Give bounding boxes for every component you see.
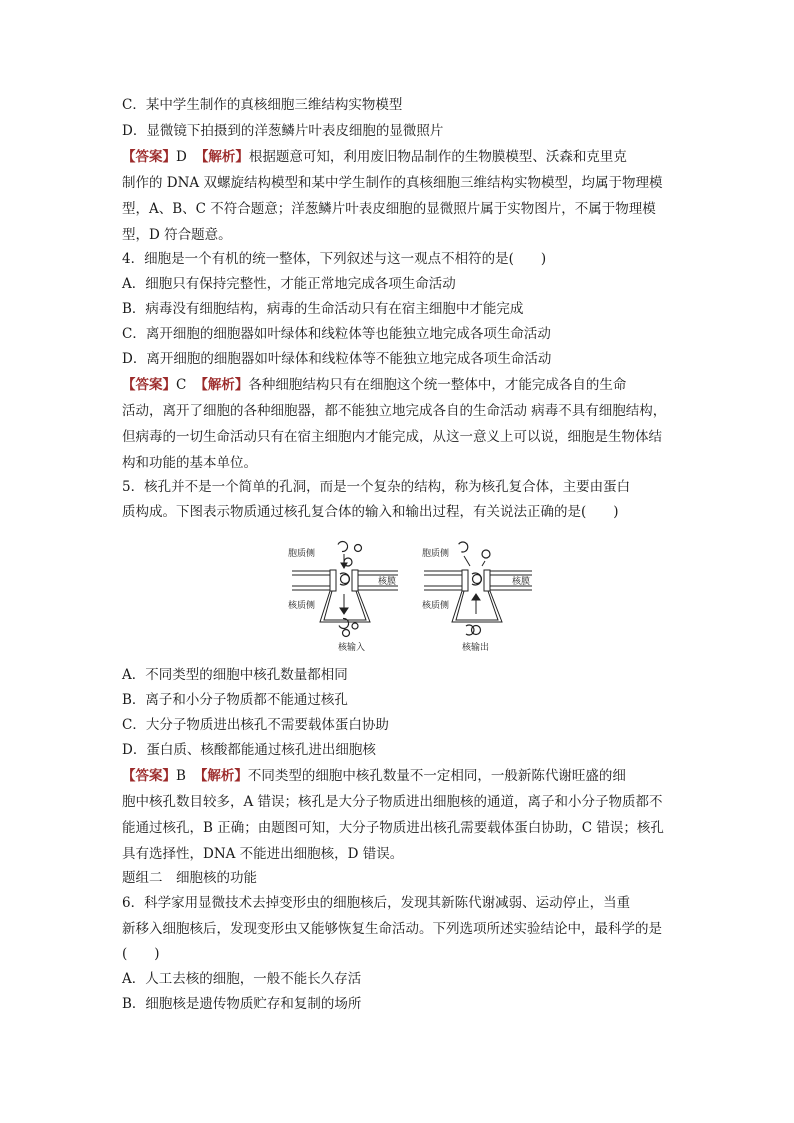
q3-analysis-line3: 型，A、B、C 不符合题意；洋葱鳞片叶表皮细胞的显微照片属于实物图片，不属于物理模: [122, 201, 656, 217]
q4-option-c: C．离开细胞的细胞器如叶绿体和线粒体等也能独立地完成各项生命活动: [122, 326, 551, 342]
question-group-heading: 题组二 细胞核的功能: [122, 870, 257, 886]
q3-option-d: D．显微镜下拍摄到的洋葱鳞片叶表皮细胞的显微照片: [122, 123, 444, 139]
nuclear-pore-figure: [280, 534, 540, 656]
analysis-tag: 【解析】: [194, 149, 249, 165]
q5-answer-line1: [122, 767, 682, 785]
q6-option-a: A．人工去核的细胞，一般不能长久存活: [122, 971, 362, 987]
import-panel: [288, 540, 398, 653]
answer-value: C: [176, 377, 187, 393]
q4-option-a: A．细胞只有保持完整性，才能正常地完成各项生命活动: [122, 276, 456, 292]
cytoplasm-side-label: 胞质侧: [288, 549, 316, 559]
analysis-text: 各种细胞结构只有在细胞这个统一整体中，才能完成各自的生命: [248, 377, 627, 393]
answer-tag: 【答案】: [122, 149, 176, 165]
q5-option-c: C．大分子物质进出核孔不需要载体蛋白协助: [122, 717, 389, 733]
q5-analysis-line2: 胞中核孔数目较多，A 错误；核孔是大分子物质进出细胞核的通道，离子和小分子物质都不: [122, 794, 663, 810]
q6-stem-line2: 新移入细胞核后，发现变形虫又能够恢复生命活动。下列选项所述实验结论中，最科学的是: [122, 921, 662, 937]
q5-stem-line2: 质构成。下图表示物质通过核孔复合体的输入和输出过程，有关说法正确的是( ): [122, 504, 619, 520]
q4-option-b: B．病毒没有细胞结构，病毒的生命活动只有在宿主细胞中才能完成: [122, 301, 524, 317]
q5-option-a: A．不同类型的细胞中核孔数量都相同: [122, 667, 348, 683]
analysis-tag: 【解析】: [194, 377, 249, 393]
answer-value: B: [176, 768, 186, 784]
export-panel: [422, 541, 532, 653]
q4-analysis-line4: 构和功能的基本单位。: [122, 455, 257, 471]
q5-analysis-line3: 能通过核孔，B 正确；由题图可知，大分子物质进出核孔需要载体蛋白协助，C 错误；核孔: [122, 820, 664, 836]
analysis-text: 不同类型的细胞中核孔数量不一定相同，一般新陈代谢旺盛的细: [247, 768, 626, 784]
export-caption: 核输出: [462, 643, 490, 653]
q6-stem-line3: ( ): [122, 946, 160, 962]
nucleoplasm-side-label: 核质侧: [422, 601, 450, 611]
q4-analysis-line2: 活动，离开了细胞的各种细胞器，都不能独立地完成各自的生命活动 病毒不具有细胞结构，: [122, 403, 667, 419]
q5-stem-line1: 5．核孔并不是一个简单的孔洞，而是一个复杂的结构，称为核孔复合体，主要由蛋白: [122, 479, 631, 495]
q5-option-b: B．离子和小分子物质都不能通过核孔: [122, 692, 348, 708]
q5-analysis-line4: 具有选择性，DNA 不能进出细胞核，D 错误。: [122, 846, 404, 862]
q4-analysis-line3: 但病毒的一切生命活动只有在宿主细胞内才能完成，从这一意义上可以说，细胞是生物体结: [122, 429, 662, 445]
answer-value: D: [176, 149, 187, 165]
q3-analysis-line2: 制作的 DNA 双螺旋结构模型和某中学生制作的真核细胞三维结构实物模型，均属于物理模: [122, 175, 663, 191]
q5-option-d: D．蛋白质、核酸都能通过核孔进出细胞核: [122, 742, 376, 758]
analysis-tag: 【解析】: [193, 768, 248, 784]
q6-option-b: B．细胞核是遗传物质贮存和复制的场所: [122, 996, 362, 1012]
q4-answer-line1: [122, 376, 682, 394]
analysis-text: 根据题意可知，利用废旧物品制作的生物膜模型、沃森和克里克: [248, 149, 627, 165]
nuclear-membrane-label: 核膜: [378, 577, 397, 587]
q6-stem-line1: 6．科学家用显微技术去掉变形虫的细胞核后，发现其新陈代谢减弱、运动停止，当重: [122, 895, 631, 911]
answer-tag: 【答案】: [122, 377, 176, 393]
answer-tag: 【答案】: [122, 768, 176, 784]
q3-answer-line1: [122, 148, 682, 166]
q4-option-d: D．离开细胞的细胞器如叶绿体和线粒体等不能独立地完成各项生命活动: [122, 351, 552, 367]
import-caption: 核输入: [338, 643, 366, 653]
q4-stem: 4．细胞是一个有机的统一整体，下列叙述与这一观点不相符的是( ): [122, 251, 547, 267]
nuclear-membrane-label: 核膜: [512, 577, 531, 587]
cytoplasm-side-label: 胞质侧: [422, 549, 450, 559]
q3-analysis-line4: 型，D 符合题意。: [122, 227, 232, 243]
q3-option-c: C．某中学生制作的真核细胞三维结构实物模型: [122, 97, 403, 113]
nucleoplasm-side-label: 核质侧: [288, 601, 316, 611]
